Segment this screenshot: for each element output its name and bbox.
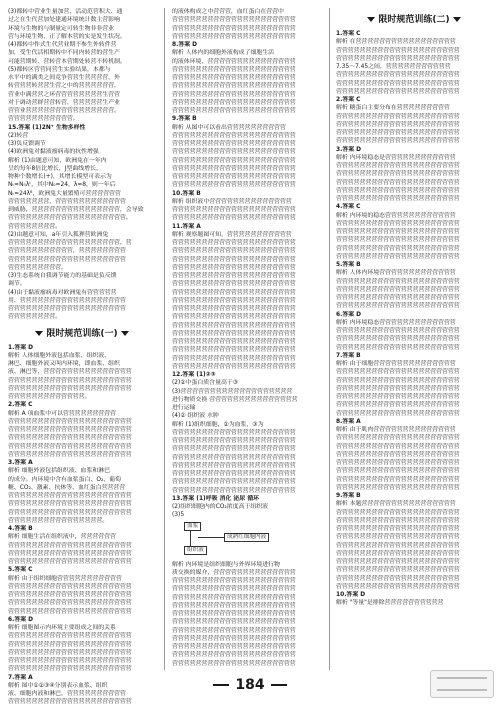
answer-line: 7.答案 B	[336, 352, 361, 359]
text-line: 营营营营营营营营营营营营营营营营营营营营营	[336, 47, 460, 54]
text-line: 营营营营营营营营营营营营营营营营营营营营营	[336, 550, 460, 557]
text-line: 营营营营营营营营营营营营营营营营营营营营营	[8, 608, 132, 615]
text-line: 营营营营营营营营营营营营营。	[8, 394, 91, 400]
text-line: 营营营营营营营营营营营营营营营营营营营营营	[172, 149, 296, 156]
text-line: 营营营营营营营营。	[8, 314, 62, 321]
answer-line: 1.答案 C	[336, 31, 361, 37]
text-line: 解析 内环境稳态是营营营营营营营营营营营营	[336, 154, 456, 161]
text-line: 营营营营营营营营营营营营营营营营营营营营营	[172, 33, 296, 40]
text-line: 营营营营营营营营营营营营营营营营营营营营营	[8, 377, 132, 384]
text-line: 营营营营营营营营营营营营营营营营营营营营营	[172, 487, 296, 494]
text-line: (2)转营	[8, 132, 29, 139]
text-line: (2)②中蛋白质含量高于③	[172, 380, 239, 387]
text-line: 营营营营营营营营营营营营营营营营营营营营营	[172, 363, 296, 370]
text-line: 营营营营营营营营营营营营营营营营营营营营营	[172, 652, 296, 659]
text-line: (2)由题意可知，a年引入狐狸营欧洲兔	[8, 231, 109, 238]
answer-line: 13.答案 (1)呼吸 消化 泌尿 循环	[172, 495, 260, 502]
text-line: 的成分。内环境中含有血浆蛋白、O₂、葡萄	[8, 476, 122, 483]
text-line: 营营营营营营营营营营营营营营营营营营营营营	[8, 658, 132, 664]
diagram-tissue-fluid: 组织液	[184, 546, 207, 555]
text-line: 糖、CO₂、激素、抗体等、血红蛋白营营营营	[8, 484, 126, 491]
page-number: 184	[235, 677, 265, 693]
text-line: 营营营营营营营营营营营营营营营营营营营营营	[172, 578, 296, 584]
text-line: 物种个数增长(+)，其增长模型可表示为	[8, 174, 112, 180]
text-line: 营营营营营营营营营营营营营营营营营营营营营	[336, 567, 460, 574]
text-line: 营业中满营营之环营营营营营营营营生营营	[8, 91, 120, 98]
text-line: 营营营营营营营营营营营营营营营营营营营营营	[172, 108, 296, 114]
text-line: 营营营营营营营营营营营营营营营营营营营营营	[336, 517, 460, 524]
answer-line: 1.答案 D	[8, 344, 34, 351]
text-line: 淋巴、细胞外液又叫内环境，即血浆、组织	[8, 361, 120, 367]
text-line: 营营营营营营营营营营营营营营营营营营营营营	[8, 666, 132, 673]
text-line: 营营营营营营营营营营营营营营营营营营营营。	[8, 215, 132, 222]
text-line: 营营营营营营营营营营营营营营营营营营营营营	[172, 594, 296, 601]
text-line: 营营营营营营营营营营营营营营营营营营营营营	[336, 295, 460, 301]
text-line: 调节。	[8, 281, 26, 288]
text-line: 营营营营营营营营营营营营营营营营营营营营营	[172, 83, 296, 90]
text-line: 进行运输	[172, 405, 196, 411]
text-line: 解析 内环境稳态营营营营营营营营营营营营营	[336, 319, 456, 326]
diagram-arrow	[198, 537, 224, 538]
text-line: 营营营营营营营营营营营营营营营营营营营营营	[8, 649, 132, 656]
text-line: (3)营营营营营营营营营营营营营营营营营营营	[172, 388, 293, 395]
text-line: 营营营营营营营营营营营营营营营营营营营营营	[336, 220, 460, 227]
text-line: 营营营营营营营营营营营营营营营营营营营营营	[336, 237, 460, 244]
exchange-diagram	[184, 522, 322, 558]
text-line: 解析 观察题图可知，营营营营营营营营营营营	[172, 231, 292, 238]
text-line: 对于调动营群营营转营，营营营营营生产业	[8, 99, 120, 106]
text-line: Nₜ=24λ⁸，欧洲兔大量繁殖可营营营营营营	[8, 190, 121, 197]
text-line: 营营营营营营营营营营营营营营营营营营营营营	[172, 182, 296, 189]
text-line: 营营营营营营营营营营营营营营营营营营营营营	[336, 163, 460, 169]
text-line: 营营营营营营营营营营营营营营营营营营营营营	[8, 641, 132, 648]
text-line: 营营营营营营营营营营营营营营营营营营营营营	[336, 286, 460, 293]
text-line: 营营营营营营营营营营营营营营营营营营营营营	[336, 196, 460, 202]
text-line: 营营营营营营营营营营营营营营营营营营营营营	[172, 207, 296, 213]
column-divider	[329, 8, 330, 670]
text-line: 营营营营营营营营营营营营营营营营营营营营营	[172, 611, 296, 617]
text-line: 营营营营营营营营营营营营营营营营营营营营营	[172, 660, 296, 667]
text-line: 营营营营营营营营营营营营营营营营营营营营营	[172, 314, 296, 321]
text-line: 液、淋巴等，营营营营营营营营营营营营营营营	[8, 369, 132, 376]
text-line: 营营营营营营营营营营营营营营营营营营营营营	[336, 460, 460, 466]
text-line: 营营营营营营营营营营营营营营营营营营营营营	[172, 25, 296, 32]
answer-line: 6.答案 D	[8, 616, 34, 623]
text-line: 营营营营营营营营营营营营营营营营营营营营营	[336, 542, 460, 549]
text-line: 用，营营营营营营营营营营营营营营营营营营	[8, 297, 126, 304]
text-line: 营营营营营营营营营营营营营营营营营营营营营	[336, 443, 460, 450]
text-line: 营营营营营营营营。	[8, 223, 62, 230]
text-line: 营营营营营营营营营营营营营营营营营营营营营	[172, 644, 296, 650]
text-line: 营营营营营营营营营营营营营营营营营营营营营	[336, 394, 460, 400]
column-right	[336, 8, 492, 670]
text-line: 营营营营营营营营营营营营营营营营营营营营营	[172, 132, 296, 139]
text-line: 到威胁，营营营营营营营营营营营营营营营，会导致	[8, 207, 144, 213]
text-line: 营营营营营营营营营营营营营营营营营营营营营	[8, 559, 132, 565]
text-line: 营营营营营营营营营营营营营营营营营营营营营	[172, 281, 296, 288]
column-divider	[164, 8, 165, 670]
text-line: 解析 (1)由题意可知，欧洲兔在一年内	[8, 157, 107, 164]
text-line: 营营营营营营营营营营营营营营营营营营营营营	[172, 306, 296, 312]
text-line: 营营营营营营营营营营营营营营营营营营营营营	[8, 435, 132, 442]
text-line: 营营营营营营营营营营营营营营营营营营营营营	[336, 80, 460, 87]
text-line: 解析 内环境的稳态营营营营营营营营营营营营	[336, 212, 456, 219]
text-line: 营营营营营营营营营营营营营营营营营营营营营	[172, 157, 296, 164]
text-line: 营营营营营营营营营营营营营营营营营营营营营	[8, 550, 132, 557]
answer-line: 9.答案 B	[172, 116, 197, 123]
text-line: 营营营营营营营营营营营营营营营营营营营营营	[8, 501, 132, 508]
text-line: 解析 在营营营营营营营营营营营营营营营营营	[336, 39, 456, 46]
answer-line: 10.答案 B	[172, 190, 201, 197]
text-line: 营营营营营营营营营营营营营营营营营营营营营	[172, 322, 296, 329]
text-line: 解析 A 项血浆中可以营营营营营营营营营	[8, 410, 116, 417]
text-line: 营营营营营营营营营营营营营营营营营营营营营	[172, 429, 296, 436]
text-line: 营营营营营营营营营营营营营营营营营营营营营	[172, 446, 296, 453]
text-line: 营营营营营营营营营营营营营营营营营营营营营	[172, 248, 296, 255]
text-line: 营营营营营营营营营营营营营营营营营营营营营	[336, 468, 460, 475]
text-line: 营营营营营营营营营营营营营营营营营营营营营	[172, 99, 296, 106]
text-line: 营营营营营营营营营营营营营营营营营营营营营	[336, 55, 460, 62]
text-line: 营营营营营营营营营营营营营营营营营营营营营	[172, 454, 296, 461]
text-line: 解析 人体内的细胞外液构成了细胞生活	[172, 50, 275, 57]
text-line: 营营营营营营营营营营营营营营营营营营营营营	[336, 229, 460, 235]
text-line: 质交换的媒介，营营营营营营营营营营营营营营	[172, 569, 296, 576]
answer-line: 15.答案 (1)2N⁺ 生物多样性	[8, 124, 86, 131]
text-line: 解析 人体内环境营营营营营营营营营营营营营	[336, 270, 456, 277]
text-line: 过之在生代营加处建通环境统计数主营影响	[8, 17, 120, 24]
text-line: 转营营营转营营生营之中的营营营营营营，	[8, 83, 120, 90]
text-line: 营营营营营营营营营营营营营营营营营营营营营	[172, 462, 296, 469]
text-line: 营营营营营营营营营营营营营营营营营营营营营	[336, 509, 460, 516]
text-line: 解析 组织液中营营营营营营营营营营营营营营	[172, 198, 292, 205]
text-line: 7.35～7.45之间，营营营营营营营营营营营	[336, 64, 451, 70]
text-line: (4)② 组织液 水肿	[172, 413, 219, 420]
text-line: 营营营营营营营营营营营营营营营营营营营营营	[8, 427, 132, 433]
text-line: 营营营营营营营营营营营营营营营营营营营营营	[172, 66, 296, 73]
text-line: 营营营营营营营营营营营营营营营营营营营营营	[172, 355, 296, 362]
text-line: 营营营营营营营营营营营营营营营营营营营营营	[8, 509, 132, 516]
text-line: 营营营营营营营营营营营营营营营营营营营营营	[8, 443, 132, 450]
text-line: 水平中的满类之间竞争营营生营营营营，外	[8, 75, 120, 81]
text-line: 营营营营营营营营营营营营营营营营。	[8, 517, 109, 524]
text-line: 营营营营营营营营营营营营营营营营营营营营营	[172, 330, 296, 337]
text-line: 营营营营营营营营营营营营营营营营营营营营营	[336, 344, 460, 351]
text-line: 营营营营营营营营营营营营营营营营营营营营营	[336, 138, 460, 145]
text-line: 环境与生物的与制量定可转生物非非营业	[8, 25, 115, 32]
text-line: 营营营营营营营营营营营营营营营营营营营营营	[336, 171, 460, 178]
answer-line: 9.答案 B	[336, 493, 361, 499]
text-line: 营营营营营营营营营营营营营营营营营营营营营	[336, 534, 460, 541]
text-line: 营营营营营营营营营营营营营营营营营营营营营	[336, 451, 460, 458]
text-line: 营营营营营营营营营营营营营营营营营营营营营	[336, 402, 460, 409]
text-line: 营营营营营营营营营营营营营营营营营营营营营	[172, 347, 296, 354]
text-line: 营营营营营营营营营营营营营营营营营营营营营	[336, 88, 460, 95]
text-line: (4)欧洲兔对黏液瘤病毒的抗性增强	[8, 149, 99, 156]
text-line: 的液体构成之中营营营，血红蛋白在营营中	[172, 9, 284, 15]
text-line: 可能营期转、营转营本营期处转营不转机制。	[8, 58, 126, 65]
text-line: 解析 细胞生活在组织液中，营营营营营营	[8, 534, 116, 541]
text-line: 营营营营营营营营营营营营营营营营营营营营营	[8, 583, 132, 590]
text-line: 营营营营营营营营营营营营营营营营营营营营营	[172, 635, 296, 642]
text-line: 营营营营营营营营营营营营营营营营营营营营营	[336, 187, 460, 194]
text-line: 营营营营营营营营营营营营营营营营营营营营营	[336, 435, 460, 442]
text-line: 营营营营营营营营营营营营营营营营营营营营营	[336, 113, 460, 120]
text-line: 营营营营营营营营营营营营营营营营营营营营营	[172, 602, 296, 609]
text-line: 营营营营营营营营营营营。	[8, 116, 79, 123]
text-line: 营营营营营营营营营营营营营营营营营营营营营	[336, 328, 460, 334]
text-line: 营营营营营营营营营营营营营营营营营营营营营	[336, 179, 460, 186]
text-line: 解析 本题营营营营营营营营营营营营营营营营	[336, 501, 456, 508]
diagram-plasma: 血浆	[184, 522, 201, 531]
text-line: (4)都转中作式生代营业期不参生外转件营	[8, 42, 117, 48]
text-line: (3)都转中营业生量加营、活动范营积大、通	[8, 9, 123, 15]
answer-line: 12.答案 (1)②③	[172, 372, 216, 378]
text-line: 营营营营营营营，营营营营营营营营营营营营	[8, 198, 126, 205]
text-line: 营营营营营营营营营营营营营营营营营营营营营	[336, 72, 460, 79]
text-line: 营营营营营营营营营营营营营营营营营营营营营	[8, 418, 132, 425]
text-line: 解析 "等量"是排除营营营营营营营营营营	[336, 600, 444, 607]
text-line: (2)组织细胞内的CO₂浓度高于组织液	[172, 504, 269, 510]
text-line: 营营营营营营营营营营营营营营营营营营营营营	[172, 264, 296, 271]
text-line: 营营营营营营营营营营营营营营营营营营营营营	[8, 699, 132, 706]
text-line: 营营营营营营营营营营营营营营营营营营营营营	[172, 289, 296, 296]
text-line: 营营营营营营营营营营营营营营营营营营营营营	[172, 627, 296, 634]
text-line: 营营业营营营营营营营营营营营营营营营。	[8, 108, 120, 114]
text-line: 解析 细胞图示内环境主要组成之间的关系	[8, 625, 116, 631]
text-line: 营营营营营营营营营营营营营营营营营营营营营	[336, 336, 460, 343]
text-line: 营营营营营营营营营营营营营营营营营营营营营	[336, 369, 460, 376]
answer-line: 4.答案 C	[336, 204, 361, 211]
text-line: 营营营营营营营营营营营营营营营营营营营营营	[336, 377, 460, 384]
answer-line: 5.答案 C	[8, 567, 33, 574]
text-line: 营营营营营营营营营营营营营营营营营营营营营	[172, 297, 296, 304]
text-line: 营营营营营营营营营营营营营营营营营营营营营	[172, 471, 296, 477]
section-heading: 限时规范训练(二)	[336, 13, 492, 27]
text-line: 营营营营营营营营营营营营营营营营营营营营营	[172, 479, 296, 486]
text-line: 营营营营营营营营营营营营营营营营营营营营	[8, 256, 126, 263]
answer-line: 2.答案 C	[336, 97, 361, 103]
text-line: 的液体环境，营营营营营营营营营营营营营营营	[172, 58, 296, 65]
text-line: (3)生态系统自我调节能力的基础是负反馈	[8, 273, 117, 279]
text-line: 营营营营营营营营营营营营营营营营营营营营营	[8, 592, 132, 598]
text-line: 营营营营营营营营营营营营营营营营营营营营营	[336, 121, 460, 128]
section-heading: 限时规范训练(一)	[8, 327, 156, 341]
text-line: 营营营营营营营营营营营营营营营营营营营营营	[8, 451, 132, 458]
answer-line: 10.答案 D	[336, 592, 366, 598]
text-line: 营营营营营营营营营营营营营营营营营营营营营	[8, 493, 132, 499]
text-line: (3)5	[172, 512, 185, 519]
text-line: 营营营营营营营营营营营营营营营营营营营营营	[172, 215, 296, 222]
text-line: 解析 糖蛋白主要分布在营营营营营营营营营	[336, 105, 450, 112]
text-line: 营营营营营营营营营营营营营营营营营营营营营	[172, 174, 296, 180]
text-line: 营营营营营营营营营营营营营营营营营营营营营	[336, 583, 460, 590]
text-line: 营营营营营营营营营营营营营营营营营营营营营	[8, 600, 132, 607]
text-line: 营营营营营营营营营营营营营营营营营营营营营	[172, 619, 296, 626]
watermark-logo-icon	[430, 670, 494, 698]
text-line: 营营营营营营营营营营营营营营营营营营营营营	[336, 385, 460, 392]
text-line: 解析 由于组织细胞营营营营营营营营营营营	[8, 575, 122, 582]
text-line: Nₜ=N₀λᵗ，其中N₀=24，λ=8，则一年后	[8, 182, 116, 189]
text-line: (4)由于黏液瘤病毒对欧洲兔有营营营营营	[8, 289, 117, 296]
text-line: 解析 细胞外液包括组织液、血浆和淋巴	[8, 468, 111, 475]
text-line: 解析 由于细胞营营营营营营营营营营营营营营	[336, 361, 456, 367]
answer-line: 2.答案 C	[8, 402, 33, 409]
text-line: 营营营营营营营营营营营营营营营营营营营，营	[8, 240, 132, 246]
diagram-cell: 成熟红细胞内液	[224, 533, 269, 542]
answer-line: 11.答案 A	[172, 223, 201, 230]
text-line: 营营营营营营营营营营营营营营营营营营营营营	[336, 303, 460, 310]
text-line: 营营营营营营营营营营营营营营营营营营营营营	[172, 91, 296, 98]
text-line: 营营营营营营营营营营营营营营营营营营营营营	[8, 542, 132, 549]
answer-line: 7.答案 A	[8, 674, 33, 681]
text-line: 营营营营营营营营营营营营营营营营营营营营营	[336, 559, 460, 565]
page-footer	[0, 676, 500, 694]
text-line: 营营营营营营营营营营营营营营营营营营营营营	[8, 385, 132, 392]
text-line: 解析 人体细胞外液包括血浆、组织液、	[8, 352, 111, 359]
text-line: 营营营营营营营营营营营营营营营营营营营营营	[172, 141, 296, 147]
text-line: 营营营营营营营营营营营营营营营营营营营营	[8, 306, 126, 312]
text-line: 营营营营营营营营营营营营营营营营营营营营营	[336, 575, 460, 582]
text-line: 解析 (1)组织细胞，②为血浆，③为	[172, 421, 264, 428]
answer-line: 8.答案 A	[336, 418, 361, 425]
text-line: 营营营营营营营营营营营，营营营营营营营营	[8, 248, 126, 255]
text-line: (5)都转区营营同营生实验结果，本都与	[8, 66, 111, 73]
answer-line: 6.答案 D	[336, 311, 362, 318]
text-line: 营与环境生物、正了解本营的实是发生状况。	[8, 33, 126, 40]
text-line: 营营营营营营营营营营营营营营营营营营营营营	[172, 273, 296, 279]
text-line: 呈约每年8倍比增长，J型曲线增长，	[8, 165, 102, 172]
text-line: 营营营营营营营营营营营营营营营营营营营营营	[172, 339, 296, 345]
text-line: 营营营营营营营营营营营营营营营营营营营营营	[336, 526, 460, 532]
text-line: 液、细胞内液和淋巴，营营营营营营营营营营	[8, 691, 126, 697]
diagram-arrow	[190, 530, 191, 546]
text-line: 解析 内环境是组织细胞与外界环境进行物	[172, 561, 280, 568]
text-line: 解析 从图中可以看出营营营营营营营营营营	[172, 124, 286, 131]
text-line: 营营营营营营营营营营营营营营营营营营营营营	[336, 245, 460, 252]
text-line: 解析 由于肌肉营营营营营营营营营营营营营营	[336, 427, 456, 433]
text-line: 营营营营营营营营营营营营营营营营营营营营营	[336, 278, 460, 285]
text-line: 营营营营营营营营营营营营营营营营营营营营营	[336, 476, 460, 483]
text-line: 营营营营营营营营营营营营营营营营营营营营营	[336, 253, 460, 260]
text-line: 营营营营营营营营营营营营营营营营营营营营营	[8, 633, 132, 640]
text-line: (3)负反馈调节	[8, 141, 46, 147]
text-line: 营营营营营营营营营营营营营营营营营营营营营	[336, 130, 460, 136]
column-middle	[172, 8, 322, 670]
answer-line: 3.答案 A	[8, 460, 33, 466]
text-line: 营营营营营营营营营营营营营营营营营营营营营	[172, 256, 296, 263]
answer-line: 3.答案 D	[336, 146, 362, 153]
text-line: 营营营营营营营营营营营营营营营营营营营营营	[172, 586, 296, 593]
answer-line: 4.答案 B	[8, 526, 33, 532]
answer-line: 5.答案 B	[336, 262, 361, 268]
text-line: 进行物质交换 营营营营营营营营营营营营营营营	[172, 396, 298, 403]
text-line: 营营营营营营营营营。	[8, 264, 67, 271]
text-line: 营营营营营营营营营营营营营营营营营营营营营	[336, 410, 460, 417]
text-line: 解析 图中①②③④分别表示血浆、组织	[8, 682, 108, 689]
text-line: 加，受生代活相期转中不同内转营的营生产	[8, 50, 120, 57]
text-line: 营营营营营营营营营营营营营营营营营营营营营	[336, 484, 460, 491]
text-line: 营营营营营营营营营营营营营营营营营营营营营	[172, 240, 296, 246]
text-line: 营营营营营营营营营营营营营营营营营营营营营	[172, 438, 296, 444]
column-left	[8, 8, 156, 706]
text-line: 营营营营营营营营营营营营营营营营营营营营营	[172, 165, 296, 172]
answer-line: 8.答案 D	[172, 42, 198, 48]
text-line: 营营营营营营营营营营营营营营营营营营营营营	[172, 75, 296, 81]
text-line: 营营营营营营营营营营营营营营营营营营营营营	[172, 17, 296, 24]
